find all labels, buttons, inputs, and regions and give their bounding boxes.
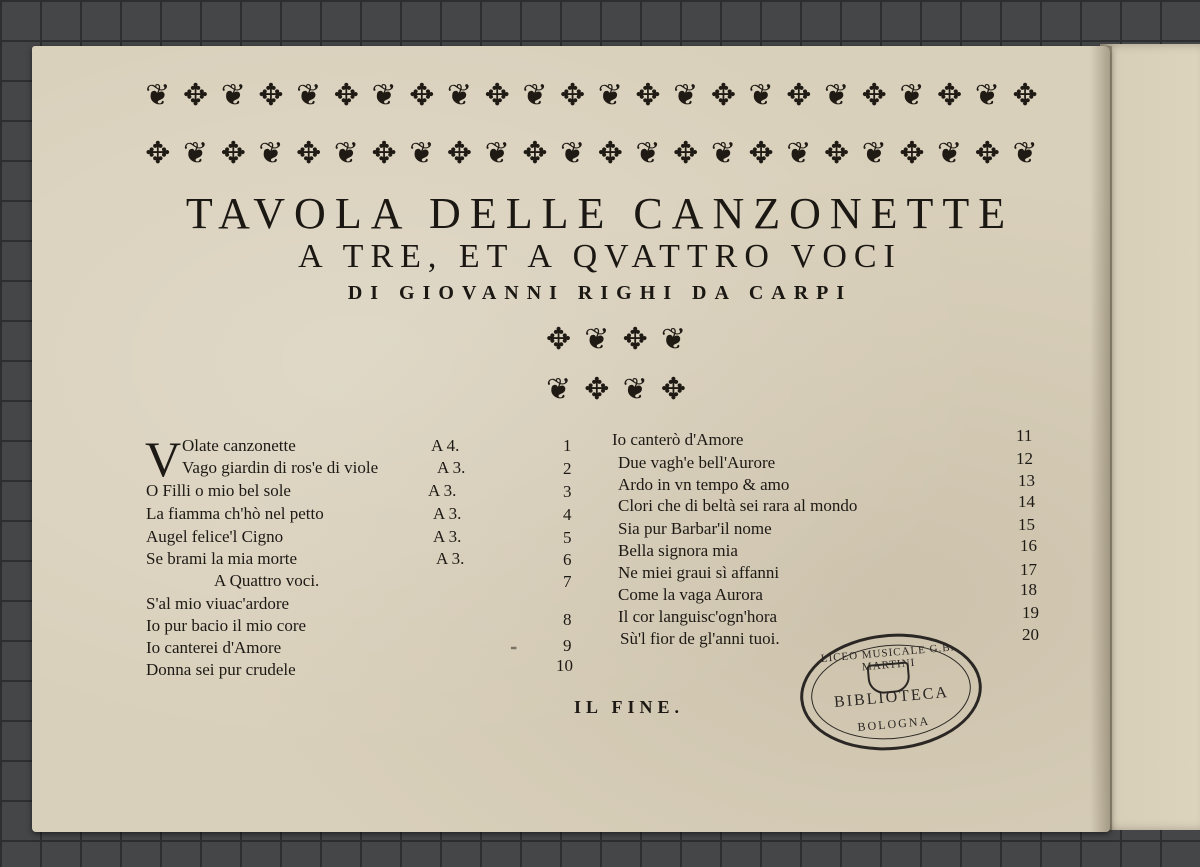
right-entry-20-title: Sù'l fior de gl'anni tuoi. <box>620 629 780 648</box>
ornament-band-top: ❦ ✥ ❦ ✥ ❦ ✥ ❦ ✥ ❦ ✥ ❦ ✥ ❦ ✥ ❦ ✥ ❦ ✥ ❦ ✥ ❦ ✥ ❦ ✥ <box>145 79 1040 112</box>
right-entry-14-number: 14 <box>1018 492 1035 511</box>
left-entry-8-title: Io pur bacio il mio core <box>146 616 307 635</box>
right-entry-14-title: Clori che di beltà sei rara al mondo <box>618 496 858 515</box>
title-line-3: DI GIOVANNI RIGHI DA CARPI <box>347 282 853 304</box>
left-entry-10-number: 10 <box>556 656 573 675</box>
right-entry-11-title: Io canterò d'Amore <box>612 430 744 449</box>
left-entry-3-title: O Filli o mio bel sole <box>146 481 291 500</box>
right-entry-19-title: Il cor languisc'ogn'hora <box>618 607 778 626</box>
title-line-2: A TRE, ET A QVATTRO VOCI <box>298 238 902 275</box>
right-entry-15-number: 15 <box>1018 515 1035 534</box>
right-entry-12-number: 12 <box>1016 449 1033 468</box>
right-entry-18-number: 18 <box>1020 580 1037 599</box>
left-entry-3-voices: A 3. <box>428 481 457 500</box>
page-gutter-shadow <box>1090 46 1112 832</box>
stamp-bottom-text: BOLOGNA <box>856 713 931 735</box>
left-entry-4-voices: A 3. <box>433 504 462 523</box>
ornament-small-top: ✥ ❦ ✥ ❦ <box>546 323 686 356</box>
ornament-small-bottom: ❦ ✥ ❦ ✥ <box>546 373 686 406</box>
right-entry-17-title: Ne miei graui sì affanni <box>618 563 780 582</box>
left-entry-1-number: 1 <box>563 436 572 455</box>
left-entry-5-number: 5 <box>563 528 572 547</box>
left-entry-9-number: 9 <box>563 636 572 655</box>
left-entry-2-number: 2 <box>563 459 572 478</box>
left-entry-1-voices: A 4. <box>431 436 460 455</box>
right-entry-13-number: 13 <box>1018 471 1035 490</box>
left-entry-6-voices: A 3. <box>436 549 465 568</box>
left-entry-7-title: S'al mio viuac'ardore <box>146 594 290 613</box>
facing-page <box>1100 44 1200 830</box>
left-section-heading: A Quattro voci. <box>214 571 320 590</box>
left-entry-7-number: 7 <box>563 572 572 591</box>
left-entry-4-title: La fiamma ch'hò nel petto <box>146 504 324 523</box>
right-entry-12-title: Due vagh'e bell'Aurore <box>618 453 776 472</box>
ink-mark: ⁼ <box>510 644 518 659</box>
left-entry-3-number: 3 <box>563 482 572 501</box>
right-entry-13-title: Ardo in vn tempo & amo <box>618 475 790 494</box>
right-entry-11-number: 11 <box>1016 426 1033 445</box>
left-entry-5-voices: A 3. <box>433 527 462 546</box>
left-entry-9-title: Io canterei d'Amore <box>146 638 282 657</box>
stamp-middle-text: BIBLIOTECA <box>833 683 950 711</box>
left-entry-10-title: Donna sei pur crudele <box>146 660 296 679</box>
left-entry-1-title: Olate canzonette <box>182 436 296 455</box>
left-entry-6-number: 6 <box>563 550 572 569</box>
left-entry-4-number: 4 <box>563 505 572 524</box>
right-entry-17-number: 17 <box>1020 560 1037 579</box>
left-entry-2-title: Vago giardin di ros'e di viole <box>182 458 379 477</box>
right-entry-16-title: Bella signora mia <box>618 541 738 560</box>
il-fine-text: IL FINE. <box>574 697 685 717</box>
title-line-1: TAVOLA DELLE CANZONETTE <box>185 189 1015 238</box>
right-entry-18-title: Come la vaga Aurora <box>618 585 763 604</box>
left-entry-5-title: Augel felice'l Cigno <box>146 527 284 546</box>
ornament-band-bottom: ✥ ❦ ✥ ❦ ✥ ❦ ✥ ❦ ✥ ❦ ✥ ❦ ✥ ❦ ✥ ❦ ✥ ❦ ✥ ❦ ✥ ❦ ✥ ❦ <box>145 137 1040 170</box>
right-entry-19-number: 19 <box>1022 603 1039 622</box>
right-entry-16-number: 16 <box>1020 536 1037 555</box>
drop-cap: V <box>145 431 182 487</box>
left-entry-8-number: 8 <box>563 610 572 629</box>
right-entry-20-number: 20 <box>1022 625 1039 644</box>
left-entry-6-title: Se brami la mia morte <box>146 549 298 568</box>
left-entry-2-voices: A 3. <box>437 458 466 477</box>
right-entry-15-title: Sia pur Barbar'il nome <box>618 519 772 538</box>
stamp-top-text: LICEO MUSICALE G.B. MARTINI <box>820 641 955 674</box>
